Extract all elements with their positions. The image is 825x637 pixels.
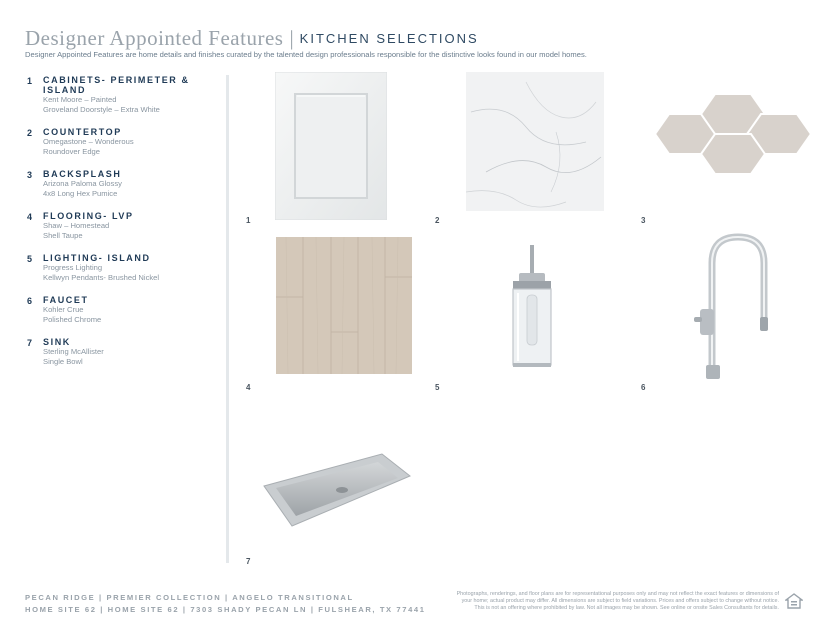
feature-item-lighting [27,253,217,283]
feature-number: 3 [27,170,33,180]
feature-name: COUNTERTOP [43,127,122,137]
column-divider [226,75,229,563]
feature-number: 1 [27,76,33,86]
section-title: KITCHEN SELECTIONS [299,31,479,46]
sink-image [262,450,412,530]
wood-flooring-image [276,237,412,374]
disclaimer-line: your home; actual product may differ. All dimensions are subject to field variations. Prices and offers subject to change without notice. [461,598,779,604]
feature-item-flooring [27,211,217,241]
feature-detail: 4x8 Long Hex Pumice [43,189,118,198]
photo-number: 5 [435,383,440,392]
disclaimer-line: Photographs, renderings, and floor plans are for representational purposes only and may not reflect the exact features or dimensions of [456,591,779,597]
feature-number: 2 [27,128,33,138]
feature-detail: Progress Lighting [43,263,103,272]
feature-item-faucet [27,295,217,325]
feature-item-cabinets [27,75,217,115]
page-title: Designer Appointed Features [25,26,284,50]
hex-tile-image [653,94,813,180]
feature-item-sink [27,337,217,367]
feature-detail: Single Bowl [43,357,83,366]
footer-collection-line: PECAN RIDGE | PREMIER COLLECTION | ANGELO TRANSITIONAL [25,593,354,602]
feature-detail: Roundover Edge [43,147,100,156]
photo-number: 6 [641,383,646,392]
feature-detail: Kohler Crue [43,305,84,314]
photo-number: 7 [246,557,251,566]
quartz-countertop-image [466,72,604,211]
feature-name: LIGHTING- ISLAND [43,253,151,263]
feature-detail: Omegastone – Wonderous [43,137,134,146]
photo-number: 2 [435,216,440,225]
pendant-light-image [505,245,559,371]
feature-detail: Groveland Doorstyle – Extra White [43,105,160,114]
feature-detail: Shaw – Homestead [43,221,110,230]
feature-name: BACKSPLASH [43,169,122,179]
feature-number: 6 [27,296,33,306]
feature-number: 5 [27,254,33,264]
feature-name: CABINETS- PERIMETER & ISLAND [43,75,190,95]
feature-detail: Kellwyn Pendants- Brushed Nickel [43,273,160,282]
feature-item-backsplash [27,169,217,199]
feature-name: SINK [43,337,71,347]
feature-item-countertop [27,127,217,157]
photo-number: 1 [246,216,251,225]
feature-number: 4 [27,212,33,222]
title-separator: | [289,26,294,50]
feature-detail: Polished Chrome [43,315,102,324]
feature-name: FAUCET [43,295,89,305]
disclaimer-line: This is not an offering where prohibited by law. Not all images may be shown. See online or onsite Sales Consultants for details. [474,605,779,611]
page-description: Designer Appointed Features are home details and finishes curated by the talented design professionals responsible for the distinctive looks found in our model homes. [25,50,587,59]
feature-detail: Arizona Paloma Glossy [43,179,122,188]
feature-number: 7 [27,338,33,348]
page-header [25,26,479,51]
footer-community [25,592,426,616]
feature-list [27,75,217,379]
cabinet-door-image [275,72,387,220]
photo-number: 3 [641,216,646,225]
equal-housing-icon [785,593,803,609]
feature-detail: Kent Moore – Painted [43,95,117,104]
footer-address-line: HOME SITE 62 | HOME SITE 62 | 7303 SHADY PECAN LN | FULSHEAR, TX 77441 [25,605,426,614]
feature-name: FLOORING- LVP [43,211,134,221]
footer-disclaimer [399,591,779,612]
feature-detail: Sterling McAllister [43,347,104,356]
feature-detail: Shell Taupe [43,231,83,240]
faucet-image [694,233,774,381]
photo-number: 4 [246,383,251,392]
